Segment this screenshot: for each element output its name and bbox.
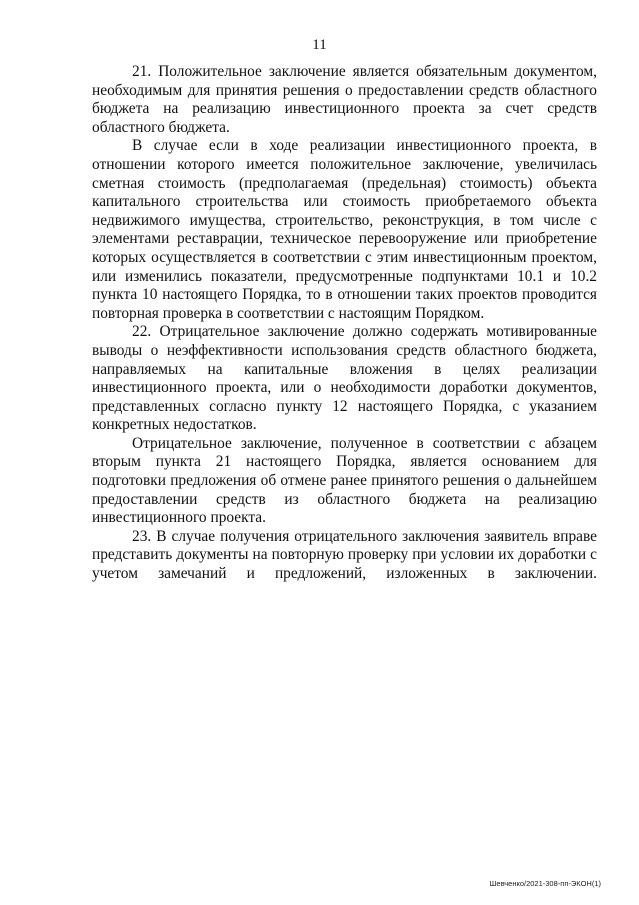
page-number: 11 [312,37,327,53]
paragraph-21: 21. Положительное заключение является обязательным документом, необходимым для принятия решения о предоставлении средств областного бюджета на реализацию инвестиционного проекта за счет средств областного бюджета. [92,63,597,136]
paragraph-22-second: Отрицательное заключение, полученное в соответствии с абзацем вторым пункта 21 настоящего Порядка, является основанием для подготовки предложения об отмене ранее принятого решения о дальнейшем предоставлении средств из областного бюджета на реализацию инвестиционного проекта. [92,434,597,527]
document-body [92,63,597,584]
paragraph-22: 22. Отрицательное заключение должно содержать мотивированные выводы о неэффективности использования средств областного бюджета, направляемых на капитальные вложения в целях реализации инвестиционного проекта, или о необходимости доработки документов, представленных согласно пункту 12 настоящего Порядка, с указанием конкретных недостатков. [92,323,597,434]
paragraph-23: 23. В случае получения отрицательного заключения заявитель вправе представить документы на повторную проверку при условии их доработки с учетом замечаний и предложений, изложенных в заключении. [92,527,597,583]
paragraph-21-second: В случае если в ходе реализации инвестиционного проекта, в отношении которого имеется положительное заключение, увеличилась сметная стоимость (предполагаемая (предельная) стоимость) объекта капитального строительства или стоимость приобретаемого объекта недвижимого имущества, строительство, реконструкция, в том числе с элементами реставрации, техническое перевооружение или приобретение которых осуществляется в соответствии с этим инвестиционным проектом, или изменились показатели, предусмотренные подпунктами 10.1 и 10.2 пункта 10 настоящего Порядка, то в отношении таких проектов проводится повторная проверка в соответствии с настоящим Порядком. [92,137,597,322]
document-footer-code: Шевченко/2021-308-пп-ЭКОН(1) [489,879,601,888]
